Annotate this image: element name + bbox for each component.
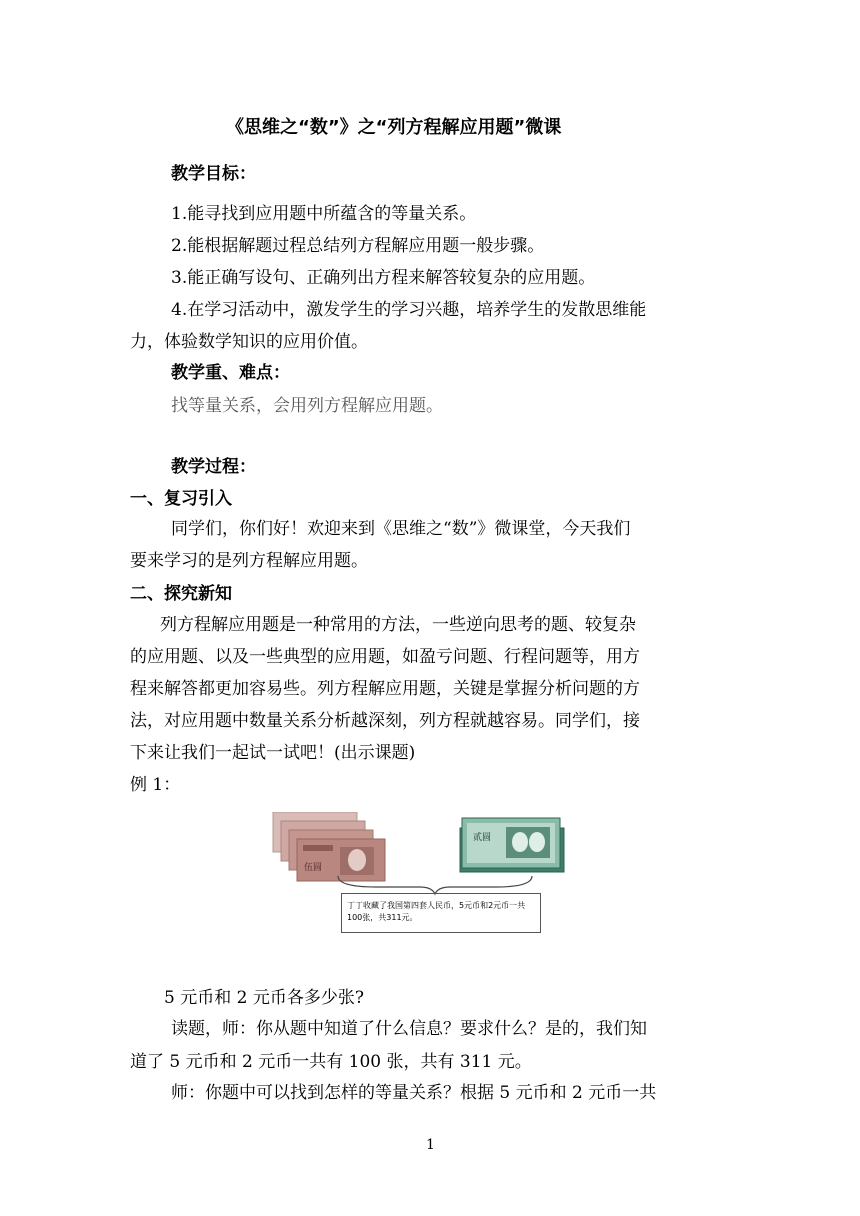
paragraph-line: 下来让我们一起试一试吧！(出示课题) bbox=[130, 743, 416, 763]
example-label: 例 1： bbox=[130, 775, 181, 795]
svg-text:伍圆: 伍圆 bbox=[304, 863, 323, 873]
five-yuan-notes-icon bbox=[273, 812, 385, 881]
objectives-heading: 教学目标： bbox=[171, 164, 256, 184]
two-yuan-notes-icon bbox=[460, 818, 564, 872]
svg-text:贰圆: 贰圆 bbox=[473, 833, 492, 843]
objective-item: 3.能正确写设句、正确列出方程来解答较复杂的应用题。 bbox=[171, 268, 596, 288]
example-question: 5 元币和 2 元币各多少张? bbox=[164, 988, 364, 1008]
paragraph-line: 道了 5 元币和 2 元币一共有 100 张，共有 311 元。 bbox=[130, 1052, 532, 1072]
key-points-heading: 教学重、难点： bbox=[171, 363, 290, 383]
objective-item: 4.在学习活动中，激发学生的学习兴趣，培养学生的发散思维能 bbox=[171, 300, 647, 320]
page-title: 《思维之“数”》之“列方程解应用题”微课 bbox=[226, 117, 562, 138]
paragraph-line: 的应用题、以及一些典型的应用题，如盈亏问题、行程问题等，用方 bbox=[130, 647, 640, 667]
paragraph-line: 要来学习的是列方程解应用题。 bbox=[130, 551, 368, 571]
section-heading: 一、复习引入 bbox=[130, 489, 232, 509]
objective-item: 力，体验数学知识的应用价值。 bbox=[130, 332, 368, 352]
objective-item: 1.能寻找到应用题中所蕴含的等量关系。 bbox=[171, 204, 477, 224]
paragraph-line: 同学们，你们好！欢迎来到《思维之“数”》微课堂，今天我们 bbox=[171, 519, 631, 539]
objective-item: 2.能根据解题过程总结列方程解应用题一般步骤。 bbox=[171, 236, 545, 256]
page-number: 1 bbox=[426, 1137, 435, 1153]
process-heading: 教学过程： bbox=[171, 457, 256, 477]
paragraph-line: 读题，师：你从题中知道了什么信息？要求什么？是的，我们知 bbox=[171, 1019, 647, 1039]
key-points-text: 找等量关系，会用列方程解应用题。 bbox=[171, 396, 443, 416]
paragraph-line: 列方程解应用题是一种常用的方法，一些逆向思考的题、较复杂 bbox=[160, 615, 636, 635]
paragraph-line: 法，对应用题中数量关系分析越深刻，列方程就越容易。同学们，接 bbox=[130, 711, 640, 731]
section-heading: 二、探究新知 bbox=[130, 584, 232, 604]
figure-caption: 丁丁收藏了我国第四套人民币，5元币和2元币一共100张，共311元。 bbox=[341, 893, 541, 933]
paragraph-line: 程来解答都更加容易些。列方程解应用题，关键是掌握分析问题的方 bbox=[130, 679, 640, 699]
paragraph-line: 师：你题中可以找到怎样的等量关系？根据 5 元币和 2 元币一共 bbox=[171, 1083, 657, 1103]
